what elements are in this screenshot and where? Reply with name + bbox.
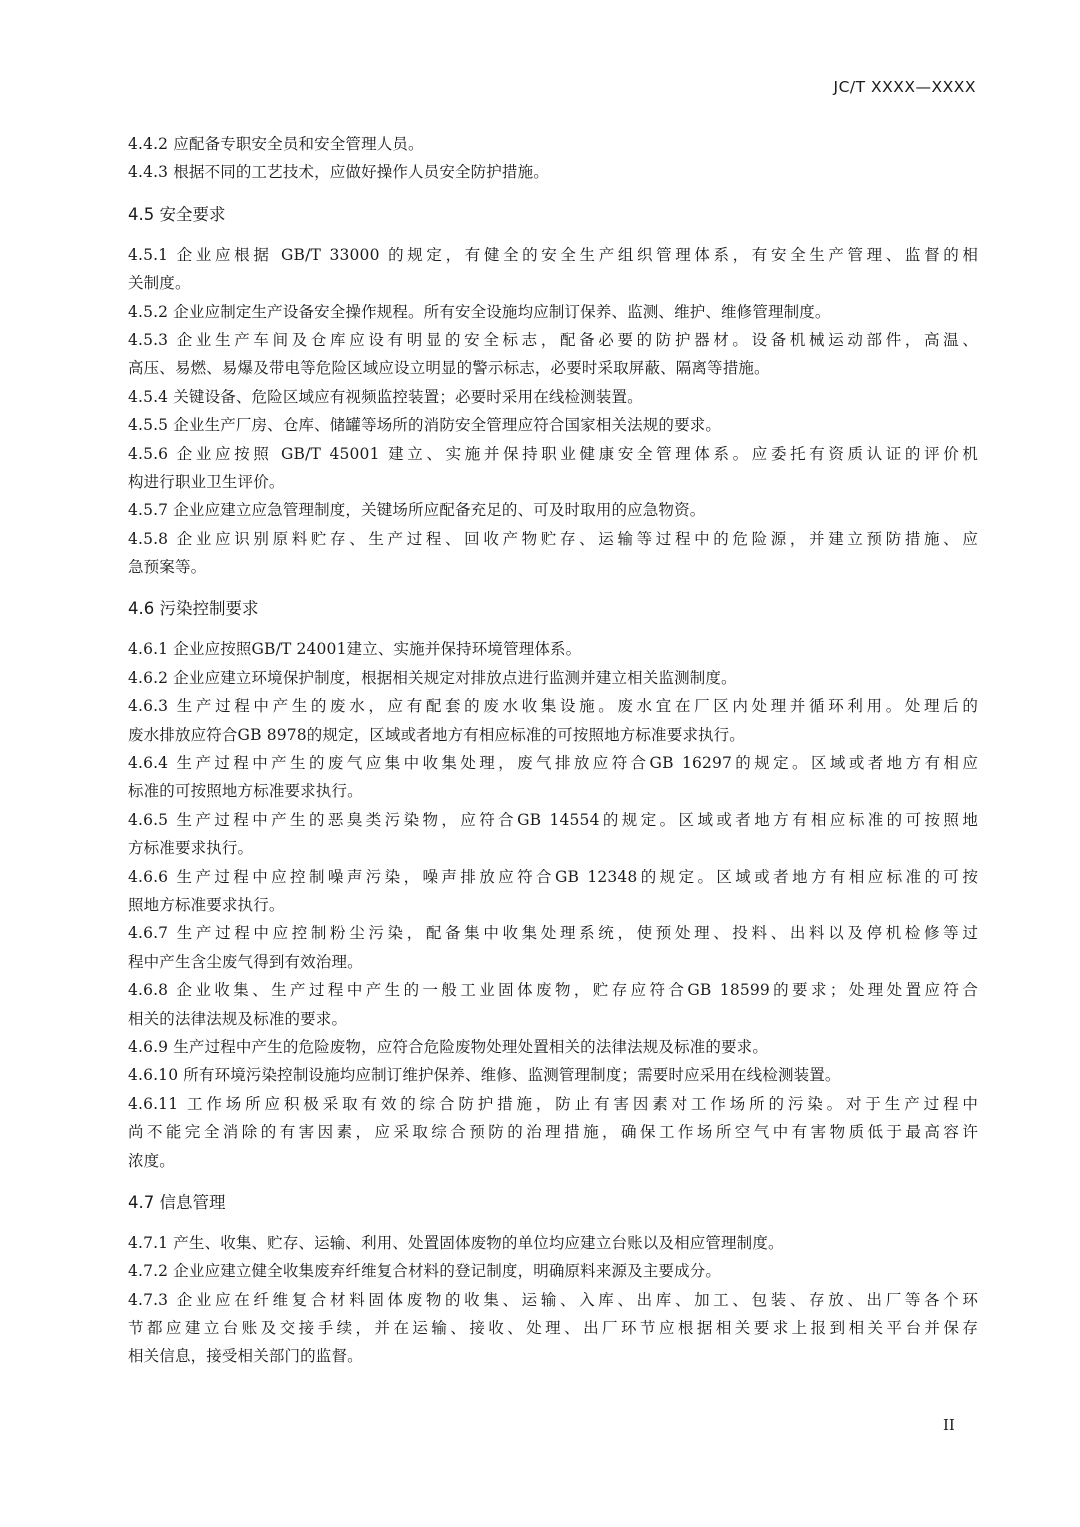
text-line: 构进行职业卫生评价。 — [128, 472, 285, 491]
document-body — [128, 130, 978, 1371]
section — [128, 130, 978, 187]
text-line: 4.6.11 工作场所应积极采取有效的综合防护措施，防止有害因素对工作场所的污染。对于生产过程中 — [128, 1094, 978, 1113]
text-line: 照地方标准要求执行。 — [128, 895, 285, 914]
text-line: 4.6.9 生产过程中产生的危险废物，应符合危险废物处理处置相关的法律法规及标准的要求。 — [128, 1037, 768, 1056]
clause-paragraph — [128, 130, 978, 158]
text-line: 相关的法律法规及标准的要求。 — [128, 1009, 348, 1028]
clause-paragraph — [128, 298, 978, 326]
clause-paragraph — [128, 525, 978, 582]
text-line: 4.7.2 企业应建立健全收集废弃纤维复合材料的登记制度，明确原料来源及主要成分。 — [128, 1262, 722, 1281]
clause-paragraph — [128, 158, 978, 186]
text-line: 4.4.3 根据不同的工艺技术，应做好操作人员安全防护措施。 — [128, 163, 549, 182]
clause-paragraph — [128, 1229, 978, 1257]
section — [128, 203, 978, 582]
clause-paragraph — [128, 1033, 978, 1061]
text-line: 标准的可按照地方标准要求执行。 — [128, 782, 363, 801]
text-line: 4.5.1 企业应根据 GB/T 33000 的规定，有健全的安全生产组织管理体系，有安全生产管理、监督的相 — [128, 245, 978, 264]
text-line: 关制度。 — [128, 274, 191, 293]
clause-paragraph — [128, 692, 978, 749]
text-line: 程中产生含尘废气得到有效治理。 — [128, 952, 363, 971]
text-line: 急预案等。 — [128, 558, 207, 577]
text-line: 4.6.8 企业收集、生产过程中产生的一般工业固体废物，贮存应符合GB 18599的要求；处理处置应符合 — [128, 981, 978, 1000]
clause-paragraph — [128, 383, 978, 411]
text-line: 4.5.7 企业应建立应急管理制度，关键场所应配备充足的、可及时取用的应急物资。 — [128, 501, 706, 520]
clause-paragraph — [128, 1286, 978, 1371]
clause-paragraph — [128, 863, 978, 920]
text-line: 4.5.6 企业应按照 GB/T 45001 建立、实施并保持职业健康安全管理体系。应委托有资质认证的评价机 — [128, 444, 978, 463]
text-line: 4.6.5 生产过程中产生的恶臭类污染物，应符合GB 14554的规定。区域或者地方有相应标准的可按照地 — [128, 810, 978, 829]
section-heading: 4.5 安全要求 — [128, 204, 226, 224]
clause-paragraph — [128, 806, 978, 863]
text-line: 4.6.10 所有环境污染控制设施均应制订维护保养、维修、监测管理制度；需要时应采用在线检测装置。 — [128, 1066, 841, 1085]
clause-paragraph — [128, 1257, 978, 1285]
text-line: 高压、易燃、易爆及带电等危险区域应设立明显的警示标志，必要时采取屏蔽、隔离等措施。 — [128, 359, 770, 378]
text-line: 节都应建立台账及交接手续，并在运输、接收、处理、出厂环节应根据相关要求上报到相关平台并保存 — [128, 1319, 978, 1338]
text-line: 相关信息，接受相关部门的监督。 — [128, 1347, 363, 1366]
clause-paragraph — [128, 976, 978, 1033]
section-heading: 4.7 信息管理 — [128, 1192, 226, 1212]
text-line: 尚不能完全消除的有害因素，应采取综合预防的治理措施，确保工作场所空气中有害物质低于最高容许 — [128, 1123, 978, 1142]
text-line: 方标准要求执行。 — [128, 839, 254, 858]
text-line: 4.5.2 企业应制定生产设备安全操作规程。所有安全设施均应制订保养、监测、维护、维修管理制度。 — [128, 302, 831, 321]
clause-paragraph — [128, 440, 978, 497]
text-line: 4.6.7 生产过程中应控制粉尘污染，配备集中收集处理系统，使预处理、投料、出料以及停机检修等过 — [128, 924, 978, 943]
text-line: 4.5.3 企业生产车间及仓库应设有明显的安全标志，配备必要的防护器材。设备机械运动部件，高温、 — [128, 330, 978, 349]
text-line: 4.7.1 产生、收集、贮存、运输、利用、处置固体废物的单位均应建立台账以及相应管理制度。 — [128, 1233, 784, 1252]
clause-paragraph — [128, 326, 978, 383]
page-number: II — [943, 1416, 955, 1434]
text-line: 废水排放应符合GB 8978的规定，区域或者地方有相应标准的可按照地方标准要求执行。 — [128, 725, 745, 744]
text-line: 4.5.8 企业应识别原料贮存、生产过程、回收产物贮存、运输等过程中的危险源，并建立预防措施、应 — [128, 529, 978, 548]
text-line: 4.6.4 生产过程中产生的废气应集中收集处理，废气排放应符合GB 16297的规定。区域或者地方有相应 — [128, 754, 978, 773]
clause-paragraph — [128, 664, 978, 692]
section-heading: 4.6 污染控制要求 — [128, 599, 259, 619]
clause-paragraph — [128, 919, 978, 976]
text-line: 4.7.3 企业应在纤维复合材料固体废物的收集、运输、入库、出库、加工、包装、存放、出厂等各个环 — [128, 1290, 978, 1309]
clause-paragraph — [128, 749, 978, 806]
clause-paragraph — [128, 411, 978, 439]
clause-paragraph — [128, 496, 978, 524]
section — [128, 1191, 978, 1371]
text-line: 4.6.1 企业应按照GB/T 24001建立、实施并保持环境管理体系。 — [128, 640, 582, 659]
clause-paragraph — [128, 635, 978, 663]
text-line: 4.5.4 关键设备、危险区域应有视频监控装置；必要时采用在线检测装置。 — [128, 387, 643, 406]
clause-paragraph — [128, 1090, 978, 1175]
text-line: 4.4.2 应配备专职安全员和安全管理人员。 — [128, 135, 424, 153]
text-line: 4.6.6 生产过程中应控制噪声污染，噪声排放应符合GB 12348的规定。区域或者地方有相应标准的可按 — [128, 867, 978, 886]
clause-paragraph — [128, 241, 978, 298]
text-line: 4.6.3 生产过程中产生的废水，应有配套的废水收集设施。废水宜在厂区内处理并循环利用。处理后的 — [128, 697, 978, 716]
clause-paragraph — [128, 1061, 978, 1089]
section — [128, 597, 978, 1174]
document-code: JC/T XXXX—XXXX — [833, 78, 976, 96]
text-line: 4.5.5 企业生产厂房、仓库、储罐等场所的消防安全管理应符合国家相关法规的要求。 — [128, 416, 722, 435]
text-line: 浓度。 — [128, 1151, 175, 1170]
text-line: 4.6.2 企业应建立环境保护制度，根据相关规定对排放点进行监测并建立相关监测制度。 — [128, 668, 737, 687]
